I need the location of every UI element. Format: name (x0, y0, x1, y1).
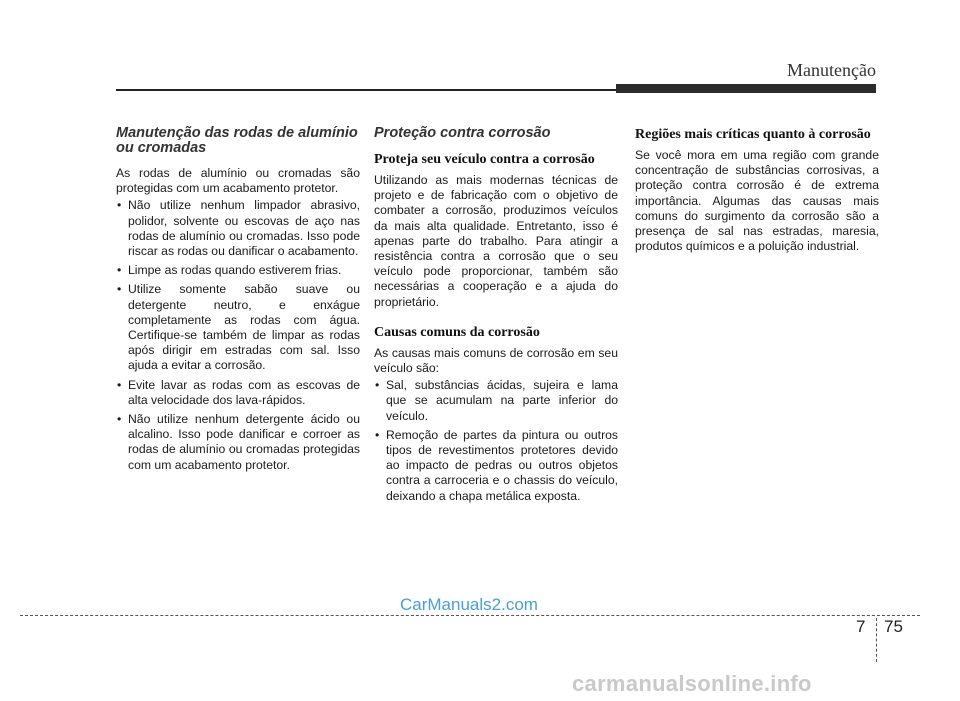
section-heading-wheel-care: Manutenção das rodas de alumínio ou cromadas (116, 125, 358, 156)
list-item (116, 378, 360, 408)
subheading-common-causes: Causas comuns da corrosão (374, 324, 540, 340)
protect-vehicle-text: Utilizando as mais modernas técnicas de projeto e de fabricação com o objetivo de combater a corrosão, produzimos veículos da mais alta qualidade. Entretanto, isso é apenas parte do trabalho. Para atingir a resistência contra a corrosão que o seu veículo pode proporcionar, também são necessárias a cooperação e a ajuda do proprietário. (374, 173, 618, 309)
list-item-text: Utilize somente sabão suave ou detergente neutro, e enxágue completamente as rodas com água. Certifique-se também de limpar as rodas após dirigir em estradas com sal. Isso ajuda a evitar a corrosão. (128, 282, 360, 373)
wheel-care-list (116, 198, 360, 472)
list-item-text: Limpe as rodas quando estiverem frias. (128, 263, 342, 278)
bullet-icon: • (117, 377, 122, 392)
list-item-text: Sal, substâncias ácidas, sujeira e lama que se acumulam na parte inferior do veículo. (386, 378, 618, 423)
list-item-text: Não utilize nenhum limpador abrasivo, polidor, solvente ou escovas de aço nas rodas de alumínio ou cromadas. Isso pode riscar as rodas ou danificar o acabamento. (128, 198, 360, 259)
bullet-icon: • (117, 263, 122, 278)
chapter-title: Manutenção (787, 60, 876, 80)
list-item (116, 412, 360, 473)
bullet-icon: • (117, 412, 122, 427)
footer-dashed-divider (876, 618, 877, 662)
page-number: 75 (884, 617, 903, 636)
common-causes-intro: As causas mais comuns de corrosão em seu veículo são: (374, 345, 618, 376)
bullet-icon: • (375, 378, 380, 393)
list-item-text: Remoção de partes da pintura ou outros tipos de revestimentos protetores devido ao impacto de pedras ou outros objetos contra a carroceria e o chassis do veículo, deixando a chapa metálica exposta. (386, 427, 618, 503)
section-heading-corrosion: Proteção contra corrosão (374, 125, 551, 141)
column-critical-regions (635, 126, 879, 256)
list-item (374, 378, 618, 424)
footer-dashed-line (20, 615, 920, 616)
header-rule-thin (116, 89, 616, 91)
header-rule-thick (616, 84, 876, 93)
chapter-number: 7 (856, 617, 866, 636)
subheading-protect-vehicle: Proteja seu veículo contra a corrosão (374, 152, 595, 167)
bullet-icon: • (117, 198, 122, 213)
list-item (116, 198, 360, 259)
list-item-text: Não utilize nenhum detergente ácido ou alcalino. Isso pode danificar e corroer as rodas de alumínio ou cromadas protegidas com um acabamento protetor. (128, 412, 360, 472)
bullet-icon: • (375, 427, 380, 442)
watermark-top: CarManuals2.com (400, 595, 538, 614)
subheading-critical-regions: Regiões mais críticas quanto à corrosão (635, 127, 871, 142)
list-item (116, 263, 360, 278)
wheel-care-intro: As rodas de alumínio ou cromadas são protegidas com um acabamento protetor. (116, 166, 360, 196)
list-item-text: Evite lavar as rodas com as escovas de alta velocidade dos lava-rápidos. (128, 377, 360, 407)
common-causes-list (374, 378, 618, 504)
list-item (116, 282, 360, 373)
watermark-bottom: carmanualsonline.info (572, 671, 812, 696)
column-corrosion-protection (374, 126, 618, 508)
list-item (374, 428, 618, 504)
critical-regions-text: Se você mora em uma região com grande concentração de substâncias corrosivas, a proteção contra corrosão é de extrema importância. Algumas das causas mais comuns do surgimento da corrosão são a presença de sal nas estradas, maresia, produtos químicos e a poluição industrial. (635, 148, 879, 254)
column-wheel-care (116, 126, 360, 477)
bullet-icon: • (117, 282, 122, 297)
